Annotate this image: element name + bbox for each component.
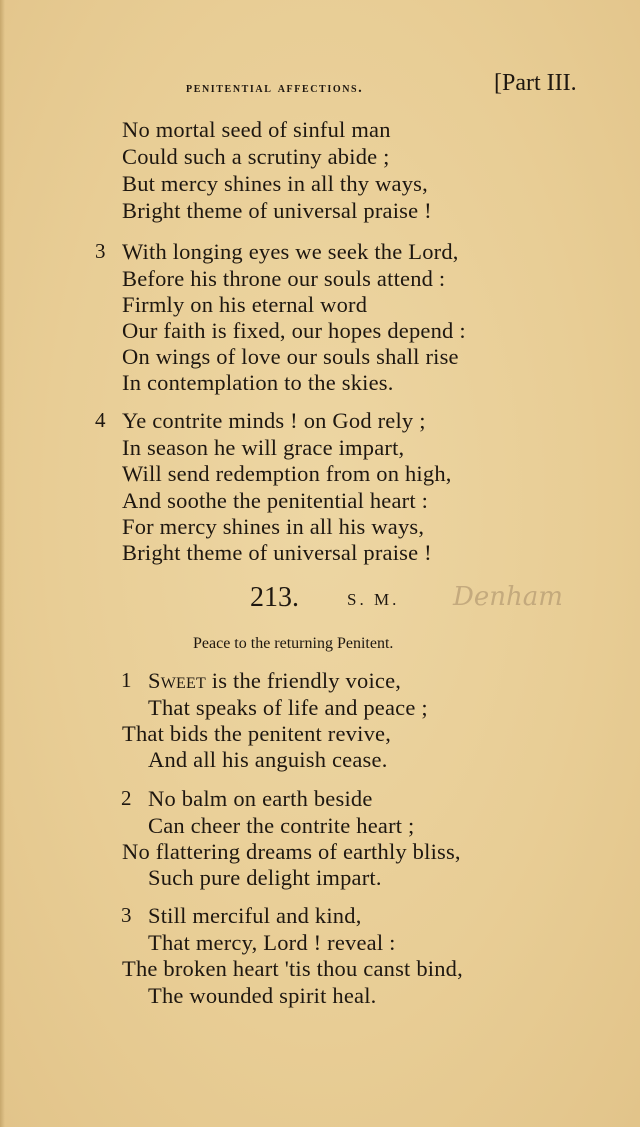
running-head-part: [Part III. <box>494 70 577 96</box>
verse-line: Bright theme of universal praise ! <box>122 198 432 223</box>
verse-line: Bright theme of universal praise ! <box>122 540 432 565</box>
verse-line: Will send redemption from on high, <box>122 461 452 486</box>
running-head-title: penitential affections. <box>186 80 364 96</box>
stanza-number: 3 <box>95 239 106 263</box>
verse-line: And all his anguish cease. <box>148 747 388 772</box>
verse-line: Ye contrite minds ! on God rely ; <box>122 408 426 433</box>
stanza-number: 3 <box>121 903 132 927</box>
first-line-rest: is the friendly voice, <box>205 668 402 693</box>
verse-line <box>148 667 401 694</box>
verse-line: Still merciful and kind, <box>148 903 362 928</box>
verse-line: On wings of love our souls shall rise <box>122 344 459 369</box>
verse-line: That mercy, Lord ! reveal : <box>148 930 396 955</box>
verse-line: Could such a scrutiny abide ; <box>122 144 390 169</box>
stanza-number: 2 <box>121 786 132 810</box>
verse-line: No flattering dreams of earthly bliss, <box>122 839 461 864</box>
handwritten-annotation: Denham <box>453 582 563 612</box>
page-edge <box>0 0 5 1127</box>
verse-line: But mercy shines in all thy ways, <box>122 171 428 196</box>
verse-line: That speaks of life and peace ; <box>148 695 428 720</box>
verse-line: In contemplation to the skies. <box>122 370 394 395</box>
verse-line: The broken heart 'tis thou canst bind, <box>122 956 463 981</box>
running-head <box>186 70 606 104</box>
verse-line: In season he will grace impart, <box>122 435 405 460</box>
verse-line: Such pure delight impart. <box>148 865 382 890</box>
verse-line: No balm on earth beside <box>148 786 373 811</box>
hymn-number: 213. <box>250 582 299 613</box>
verse-line: Firmly on his eternal word <box>122 292 368 317</box>
verse-line: Our faith is fixed, our hopes depend : <box>122 318 466 343</box>
hymn-subtitle: Peace to the returning Penitent. <box>193 635 394 652</box>
verse-line: And soothe the penitential heart : <box>122 488 429 513</box>
stanza-number: 1 <box>121 668 132 692</box>
hymn-meter: S. M. <box>347 590 400 609</box>
first-word: Sweet <box>148 668 206 693</box>
verse-line: Can cheer the contrite heart ; <box>148 813 415 838</box>
verse-line: With longing eyes we seek the Lord, <box>122 239 459 264</box>
verse-line: Before his throne our souls attend : <box>122 266 446 291</box>
stanza-number: 4 <box>95 408 106 432</box>
verse-line: The wounded spirit heal. <box>148 983 377 1008</box>
verse-line: That bids the penitent revive, <box>122 721 392 746</box>
verse-line: No mortal seed of sinful man <box>122 117 391 142</box>
verse-line: For mercy shines in all his ways, <box>122 514 425 539</box>
